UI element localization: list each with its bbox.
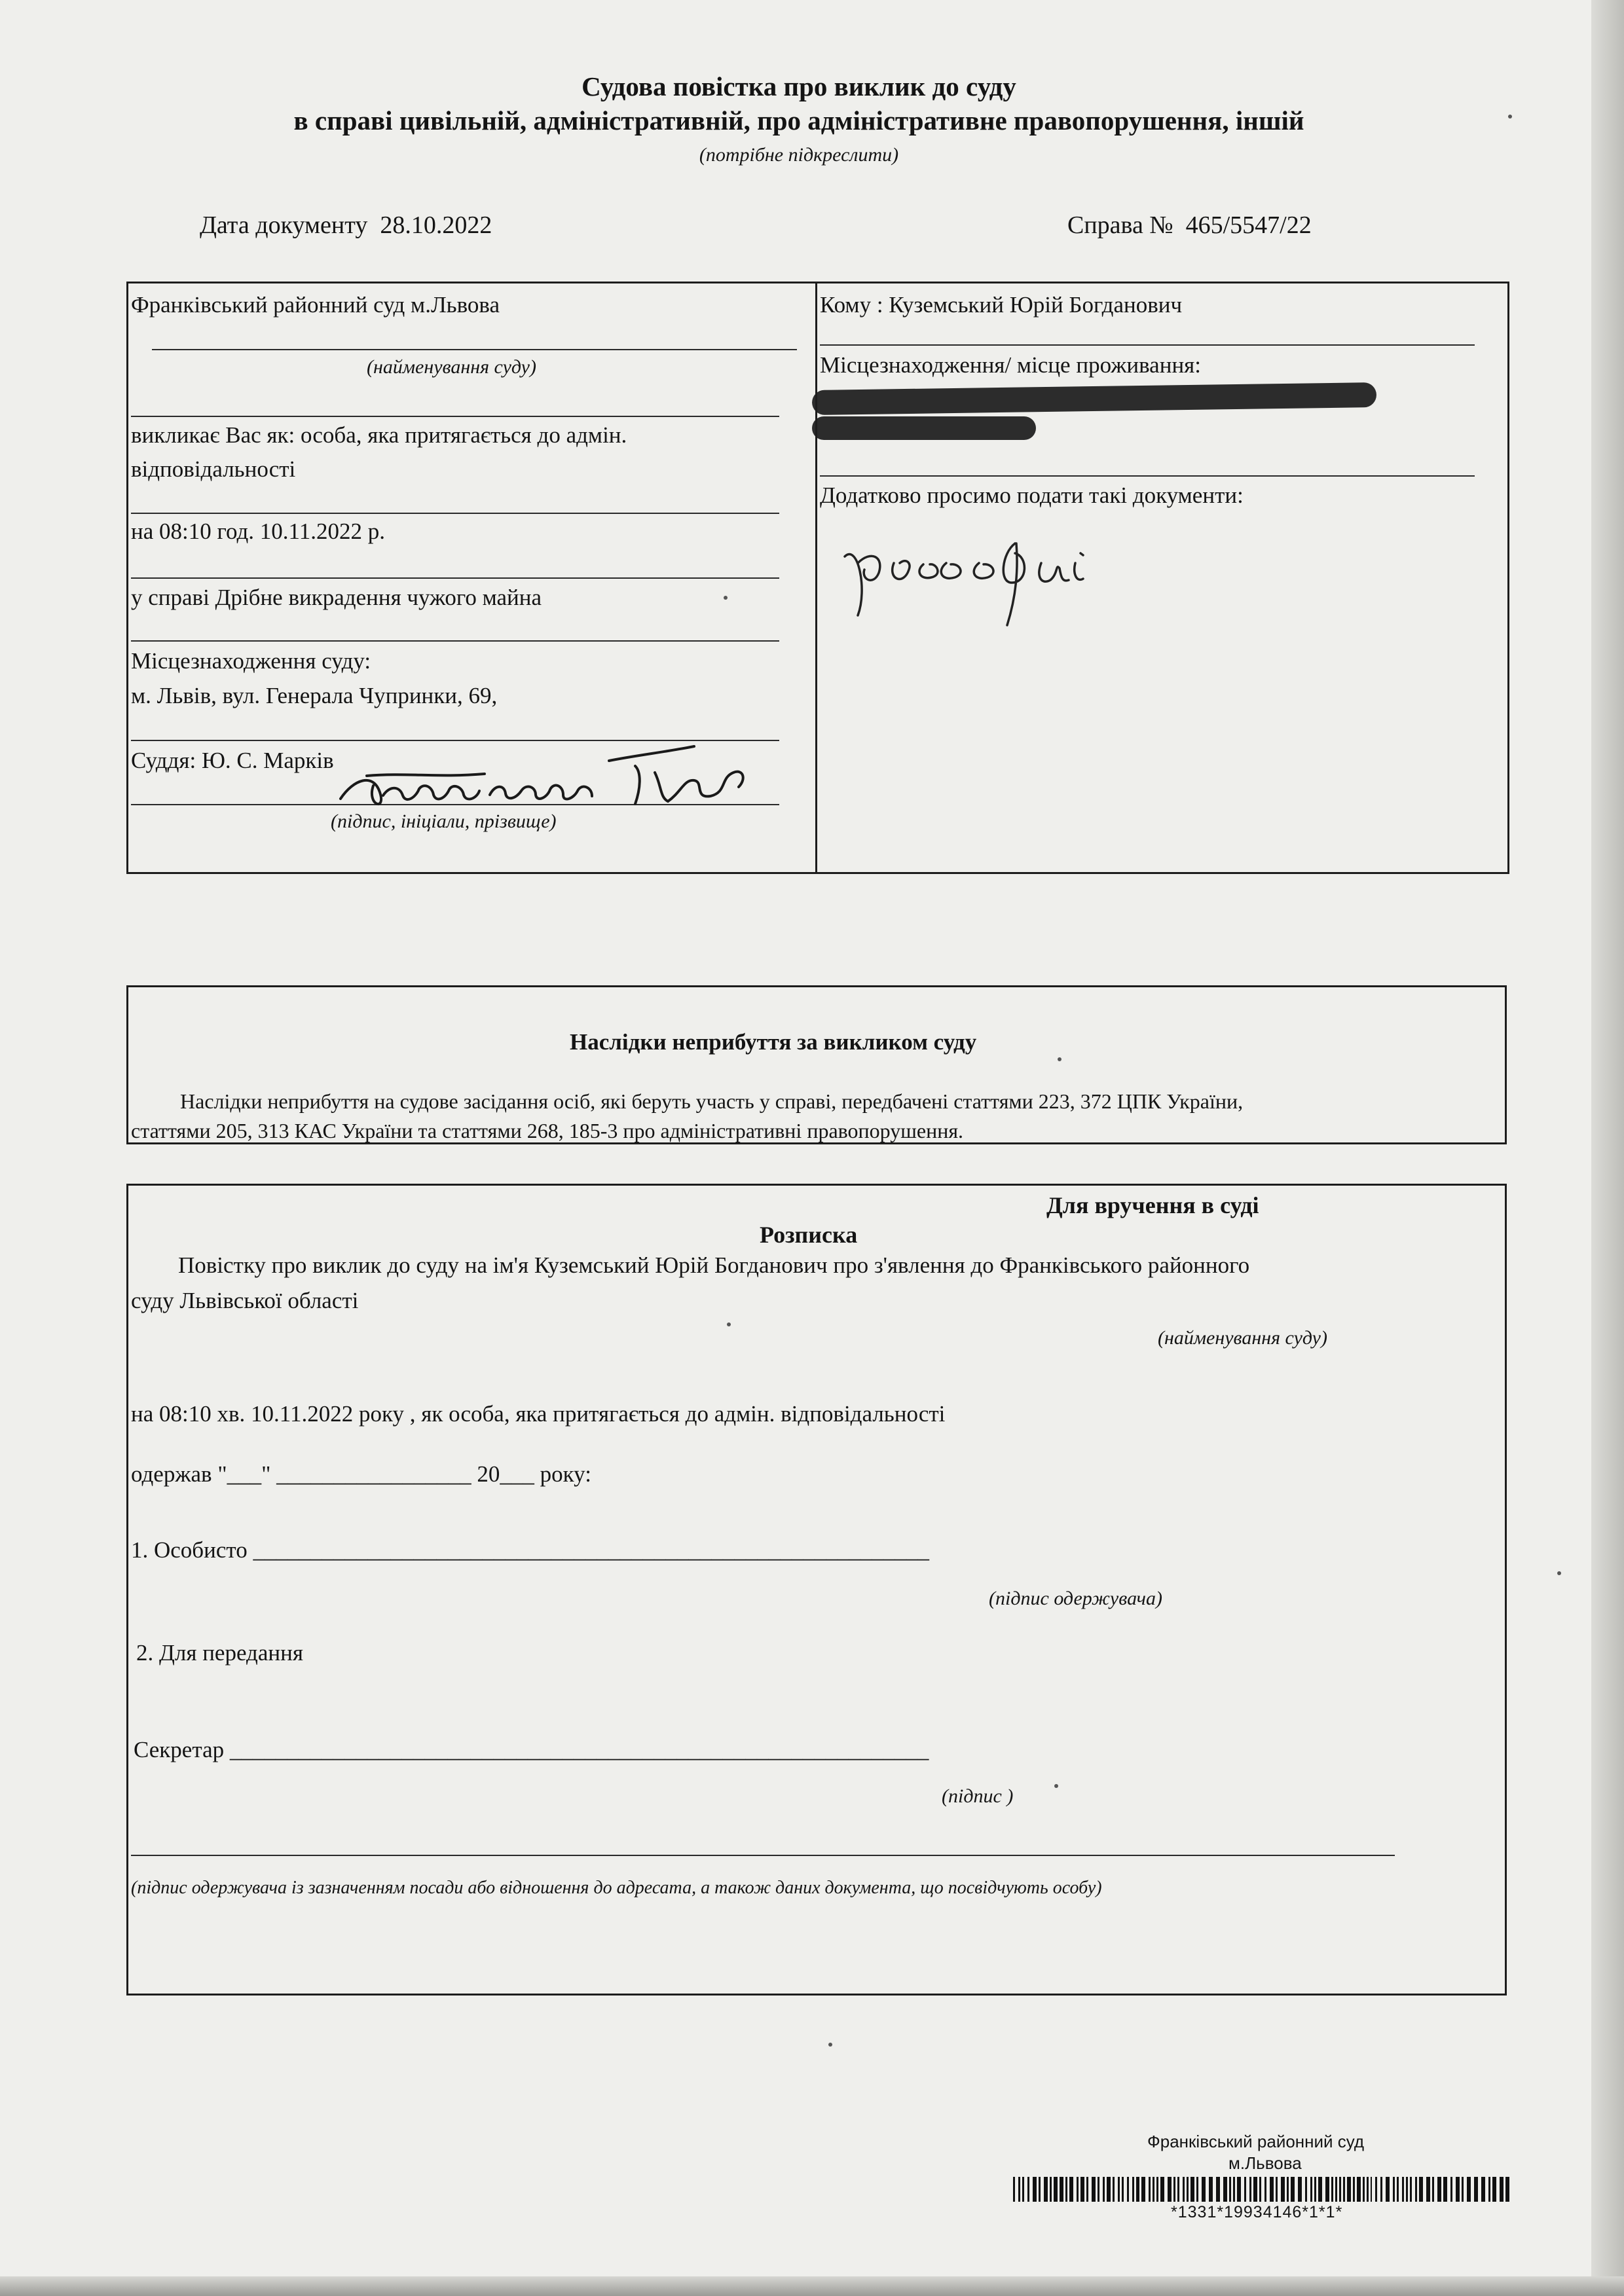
barcode-bar — [1325, 2177, 1329, 2202]
for-delivery-label: Для вручення в суді — [1046, 1192, 1259, 1218]
barcode-bar — [1168, 2177, 1172, 2202]
scan-edge-bottom — [0, 2276, 1624, 2296]
receipt-heading: Розписка — [760, 1222, 858, 1248]
barcode-bar — [1249, 2177, 1251, 2202]
case-label: Справа № — [1067, 211, 1173, 239]
summons-divider — [815, 282, 817, 874]
date-label: Дата документу — [200, 211, 368, 239]
barcode-bar — [1153, 2177, 1154, 2202]
scan-speck — [1557, 1571, 1561, 1575]
underline-note: (потрібне підкреслити) — [699, 144, 899, 166]
barcode-bar — [1018, 2177, 1020, 2202]
barcode-bar — [1481, 2177, 1485, 2202]
barcode-bar — [1136, 2177, 1140, 2202]
barcode-bar — [1113, 2177, 1115, 2202]
barcode-bar — [1410, 2177, 1412, 2202]
barcode-bar — [1492, 2177, 1496, 2202]
barcode-bar — [1237, 2177, 1241, 2202]
barcode-bar — [1402, 2177, 1404, 2202]
barcode-bar — [1298, 2177, 1302, 2202]
barcode-bar — [1141, 2177, 1145, 2202]
receipt-text-1: Повістку про виклик до суду на ім'я Куземський Юрій Богданович про з'явлення до Франківського районного — [178, 1252, 1250, 1278]
scan-speck — [828, 2043, 832, 2047]
barcode-bar — [1500, 2177, 1504, 2202]
barcode-bar — [1244, 2177, 1246, 2202]
secretary-signature-caption: (підпис ) — [942, 1785, 1014, 1807]
barcode-bar — [1264, 2177, 1266, 2202]
residence-label: Місцезнаходження/ місце проживання: — [820, 352, 1201, 378]
barcode-bar — [1183, 2177, 1185, 2202]
barcode — [1013, 2177, 1513, 2202]
barcode-bar — [1044, 2177, 1048, 2202]
barcode-bar — [1310, 2177, 1312, 2202]
received-date-line: одержав "___" _________________ 20___ року: — [131, 1461, 591, 1487]
barcode-bar — [1092, 2177, 1096, 2202]
barcode-bar — [1357, 2177, 1361, 2202]
consequences-heading: Наслідки неприбуття за викликом суду — [570, 1029, 977, 1055]
barcode-bar — [1343, 2177, 1345, 2202]
barcode-bar — [1371, 2177, 1373, 2202]
barcode-bar — [1118, 2177, 1120, 2202]
barcode-bar — [1122, 2177, 1124, 2202]
signature-caption: (підпис, ініціали, прізвище) — [331, 811, 557, 832]
case-value: 465/5547/22 — [1185, 211, 1312, 239]
court-name: Франківський районний суд м.Львова — [131, 292, 500, 318]
barcode-bar — [1086, 2177, 1088, 2202]
document-date — [200, 211, 492, 240]
barcode-bar — [1314, 2177, 1316, 2202]
documents-label: Додатково просимо подати такі документи: — [820, 483, 1244, 508]
barcode-bar — [1107, 2177, 1111, 2202]
receipt-time-line: на 08:10 хв. 10.11.2022 року , як особа, яка притягається до адмін. відповідальності — [131, 1401, 946, 1427]
barcode-bar — [1380, 2177, 1382, 2202]
barcode-bar — [1216, 2177, 1220, 2202]
barcode-bar — [1505, 2177, 1509, 2202]
case-number — [1067, 211, 1312, 240]
barcode-bar — [1276, 2177, 1278, 2202]
recipient-signature-caption: (підпис одержувача) — [989, 1588, 1162, 1609]
barcode-bar — [1426, 2177, 1430, 2202]
consequences-text-2: статтями 205, 313 КАС України та статтями 268, 185-3 про адміністративні правопорушення. — [131, 1119, 964, 1142]
scan-edge-right — [1591, 0, 1624, 2296]
barcode-bar — [1393, 2177, 1395, 2202]
barcode-bar — [1291, 2177, 1295, 2202]
consequences-text-1: Наслідки неприбуття на судове засідання осіб, які беруть участь у справі, передбачені статтями 223, 372 ЦПК України, — [180, 1089, 1244, 1113]
barcode-bar — [1281, 2177, 1285, 2202]
barcode-bar — [1415, 2177, 1417, 2202]
scan-speck — [724, 596, 728, 600]
barcode-bar — [1488, 2177, 1490, 2202]
barcode-bar — [1233, 2177, 1235, 2202]
barcode-bar — [1069, 2177, 1073, 2202]
document-subtitle: в справі цивільній, адміністративній, про адміністративне правопорушення, іншій — [293, 105, 1304, 136]
barcode-bar — [1173, 2177, 1175, 2202]
secretary-signature-line: Секретар _____________________________________________________________ — [134, 1737, 929, 1762]
judge-name: Суддя: Ю. С. Марків — [131, 748, 334, 773]
barcode-bar — [1474, 2177, 1478, 2202]
barcode-bar — [1098, 2177, 1099, 2202]
barcode-bar — [1406, 2177, 1408, 2202]
hearing-time: на 08:10 год. 10.11.2022 р. — [131, 519, 385, 544]
barcode-bar — [1156, 2177, 1158, 2202]
barcode-number: *1331*19934146*1*1* — [1171, 2203, 1343, 2221]
barcode-bar — [1305, 2177, 1307, 2202]
barcode-bar — [1270, 2177, 1274, 2202]
court-name-caption: (найменування суду) — [367, 356, 536, 378]
scan-speck — [1054, 1784, 1058, 1788]
barcode-bar — [1432, 2177, 1434, 2202]
barcode-bar — [1229, 2177, 1231, 2202]
court-location-label: Місцезнаходження суду: — [131, 648, 371, 674]
barcode-bar — [1065, 2177, 1067, 2202]
barcode-bar — [1039, 2177, 1041, 2202]
barcode-bar — [1209, 2177, 1213, 2202]
barcode-bar — [1375, 2177, 1377, 2202]
barcode-bar — [1467, 2177, 1471, 2202]
barcode-bar — [1160, 2177, 1164, 2202]
barcode-bar — [1177, 2177, 1179, 2202]
barcode-bar — [1202, 2177, 1206, 2202]
barcode-bar — [1022, 2177, 1024, 2202]
barcode-bar — [1190, 2177, 1194, 2202]
barcode-bar — [1223, 2177, 1227, 2202]
for-transfer-label: 2. Для передання — [136, 1640, 303, 1666]
barcode-bar — [1419, 2177, 1423, 2202]
barcode-bar — [1367, 2177, 1369, 2202]
personally-signature-line: 1. Особисто ___________________________________________________________ — [131, 1537, 929, 1563]
barcode-bar — [1103, 2177, 1105, 2202]
barcode-bar — [1187, 2177, 1189, 2202]
barcode-bar — [1027, 2177, 1029, 2202]
barcode-bar — [1347, 2177, 1351, 2202]
barcode-bar — [1386, 2177, 1390, 2202]
barcode-bar — [1127, 2177, 1129, 2202]
called-as: викликає Вас як: особа, яка притягається до адмін. — [131, 422, 627, 448]
receipt-text-2: суду Львівської області — [131, 1288, 359, 1313]
date-value: 28.10.2022 — [380, 211, 492, 239]
barcode-bar — [1318, 2177, 1322, 2202]
scan-speck — [727, 1322, 731, 1326]
redacted-address-line2 — [812, 416, 1036, 440]
recipient-name: Кому : Куземський Юрій Богданович — [820, 292, 1183, 318]
handwritten-documents — [832, 517, 1107, 635]
barcode-bar — [1196, 2177, 1198, 2202]
called-as-cont: відповідальності — [131, 456, 296, 482]
receipt-court-caption: (найменування суду) — [1158, 1327, 1327, 1349]
stamp-court-name: Франківський районний суд — [1147, 2132, 1365, 2151]
case-subject: у справі Дрібне викрадення чужого майна — [131, 585, 542, 610]
scan-speck — [1508, 115, 1512, 118]
barcode-bar — [1462, 2177, 1464, 2202]
barcode-bar — [1450, 2177, 1452, 2202]
document-title: Судова повістка про виклик до суду — [581, 71, 1016, 101]
barcode-bar — [1353, 2177, 1355, 2202]
barcode-bar — [1259, 2177, 1261, 2202]
recipient-note: (підпис одержувача із зазначенням посади або відношення до адресата, а також даних документа, що посвідчують особу) — [131, 1878, 1102, 1898]
court-location-value: м. Львів, вул. Генерала Чупринки, 69, — [131, 683, 498, 708]
barcode-bar — [1331, 2177, 1333, 2202]
barcode-bar — [1054, 2177, 1058, 2202]
judge-signature — [327, 727, 773, 825]
barcode-bar — [1132, 2177, 1134, 2202]
barcode-bar — [1339, 2177, 1341, 2202]
barcode-bar — [1033, 2177, 1037, 2202]
barcode-bar — [1050, 2177, 1052, 2202]
barcode-bar — [1077, 2177, 1079, 2202]
barcode-bar — [1437, 2177, 1441, 2202]
barcode-bar — [1013, 2177, 1015, 2202]
barcode-bar — [1080, 2177, 1084, 2202]
barcode-bar — [1149, 2177, 1151, 2202]
barcode-bar — [1060, 2177, 1063, 2202]
barcode-bar — [1443, 2177, 1447, 2202]
barcode-bar — [1363, 2177, 1365, 2202]
barcode-bar — [1335, 2177, 1337, 2202]
scan-speck — [1058, 1057, 1061, 1061]
stamp-city: м.Львова — [1228, 2153, 1302, 2173]
barcode-bar — [1456, 2177, 1460, 2202]
barcode-bar — [1397, 2177, 1399, 2202]
barcode-bar — [1253, 2177, 1257, 2202]
barcode-bar — [1287, 2177, 1289, 2202]
